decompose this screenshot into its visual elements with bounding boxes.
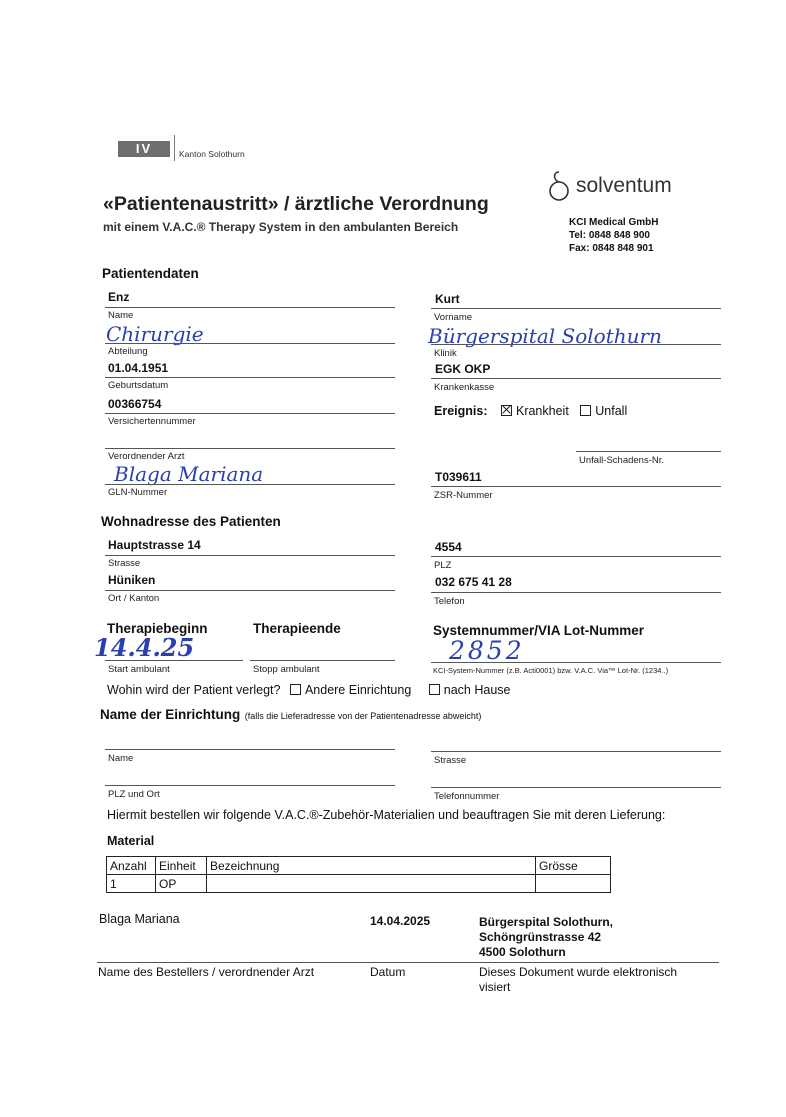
systemnummer-heading: Systemnummer/VIA Lot-Nummer	[433, 623, 645, 638]
ereignis-row	[434, 404, 627, 418]
facility-name-label: Name	[108, 753, 134, 764]
stopp-label: Stopp ambulant	[253, 664, 320, 675]
systemnummer-handwriting: 2852	[449, 636, 525, 665]
name-label: Name	[108, 310, 134, 321]
material-heading: Material	[107, 834, 155, 848]
hospital-line2: Schöngrünstrasse 42	[479, 930, 602, 944]
therapiebeginn-handwriting: 14.4.25	[94, 633, 195, 662]
solventum-logo-icon	[548, 168, 572, 204]
order-text: Hiermit bestellen wir folgende V.A.C.®-Zubehör-Materialien und beauftragen Sie mit deren Lieferung:	[107, 808, 666, 822]
therapieende-heading: Therapieende	[253, 621, 341, 636]
cell-einheit: OP	[156, 875, 207, 893]
facility-heading	[100, 706, 481, 724]
unfall-schadens-line	[576, 451, 721, 452]
vorname-value: Kurt	[435, 292, 460, 306]
ort-value: Hüniken	[108, 573, 156, 587]
gln-line	[105, 484, 395, 485]
hospital-line3: 4500 Solothurn	[479, 945, 566, 959]
strasse-label: Strasse	[108, 558, 141, 569]
start-line	[105, 660, 243, 661]
krankenkasse-line	[431, 378, 721, 379]
facility-name-line	[105, 749, 395, 750]
systemnummer-line	[431, 662, 721, 663]
vorname-line	[431, 308, 721, 309]
stopp-line	[250, 660, 395, 661]
andere-einrichtung-checkbox[interactable]	[290, 684, 301, 695]
canton-name: Kanton Solothurn	[179, 149, 245, 159]
brand-name: solventum	[576, 174, 672, 197]
zsr-label: ZSR-Nummer	[434, 490, 493, 501]
ort-label: Ort / Kanton	[108, 593, 160, 604]
vorname-label: Vorname	[434, 312, 473, 323]
zsr-line	[431, 486, 721, 487]
facility-strasse-label: Strasse	[434, 755, 467, 766]
telefon-line	[431, 592, 721, 593]
company-fax: Fax: 0848 848 901	[569, 243, 654, 254]
cell-groesse	[536, 875, 611, 893]
section-patientendaten: Patientendaten	[102, 266, 199, 281]
krankheit-checkbox[interactable]	[501, 405, 512, 416]
facility-strasse-line	[431, 751, 721, 752]
facility-note: (falls die Lieferadresse von der Patientenadresse abweicht)	[244, 711, 482, 721]
start-label: Start ambulant	[108, 664, 170, 675]
gln-handwriting: Blaga Mariana	[114, 462, 264, 486]
strasse-value: Hauptstrasse 14	[108, 538, 201, 552]
section-wohnadresse: Wohnadresse des Patienten	[101, 514, 281, 529]
document-subtitle: mit einem V.A.C.® Therapy System in den ambulanten Bereich	[103, 220, 459, 234]
plz-label: PLZ	[434, 560, 452, 571]
hospital-line1: Bürgerspital Solothurn,	[479, 915, 614, 929]
header-anzahl: Anzahl	[107, 857, 156, 875]
cell-anzahl: 1	[107, 875, 156, 893]
orderer-name: Blaga Mariana	[99, 912, 180, 926]
name-value: Enz	[108, 290, 130, 304]
krankenkasse-label: Krankenkasse	[434, 382, 495, 393]
cell-bezeichnung	[207, 875, 536, 893]
facility-telefon-line	[431, 787, 721, 788]
andere-einrichtung-label: Andere Einrichtung	[304, 683, 412, 697]
geburtsdatum-value: 01.04.1951	[108, 361, 169, 375]
nach-hause-label: nach Hause	[443, 683, 511, 697]
krankheit-label: Krankheit	[515, 404, 569, 418]
date-label: Datum	[370, 965, 406, 979]
abteilung-handwriting: Chirurgie	[106, 322, 204, 346]
geburtsdatum-line	[105, 377, 395, 378]
kci-label: KCI-System-Nummer (z.B. Acti0001) bzw. V.A.C. Via™ Lot-Nr. (1234..)	[433, 666, 669, 675]
facility-plz-label: PLZ und Ort	[108, 789, 160, 800]
company-name: KCI Medical GmbH	[569, 217, 659, 228]
company-tel: Tel: 0848 848 900	[569, 230, 650, 241]
plz-value: 4554	[435, 540, 462, 554]
verordnender-line	[105, 448, 395, 449]
header-groesse: Grösse	[536, 857, 611, 875]
abteilung-label: Abteilung	[108, 346, 148, 357]
verlegt-question: Wohin wird der Patient verlegt?	[107, 683, 281, 697]
versicherten-label: Versichertennummer	[108, 416, 196, 427]
header-bezeichnung: Bezeichnung	[207, 857, 536, 875]
versicherten-line	[105, 413, 395, 414]
telefon-value: 032 675 41 28	[435, 575, 512, 589]
iv-logo	[118, 141, 170, 157]
telefon-label: Telefon	[434, 596, 465, 607]
ereignis-label: Ereignis:	[434, 404, 488, 418]
therapiebeginn-heading: Therapiebeginn	[107, 621, 208, 636]
material-table	[106, 856, 611, 893]
geburtsdatum-label: Geburtsdatum	[108, 380, 169, 391]
klinik-line	[431, 344, 721, 345]
iv-logo-text: IV	[135, 141, 153, 156]
logo-divider	[174, 135, 175, 161]
header-einheit: Einheit	[156, 857, 207, 875]
ort-line	[105, 590, 395, 591]
verlegt-row	[107, 683, 510, 697]
electronic-line1: Dieses Dokument wurde elektronisch	[479, 965, 678, 979]
facility-section: Name der Einrichtung	[100, 707, 241, 722]
unfall-schadens-label: Unfall-Schadens-Nr.	[579, 455, 665, 466]
klinik-label: Klinik	[434, 348, 457, 359]
material-header-row	[107, 857, 611, 875]
unfall-checkbox[interactable]	[580, 405, 591, 416]
zsr-value: T039611	[435, 470, 482, 484]
document-title: «Patientenaustritt» / ärztliche Verordnung	[103, 193, 489, 215]
versicherten-value: 00366754	[108, 397, 162, 411]
footer-line	[97, 962, 719, 963]
nach-hause-checkbox[interactable]	[429, 684, 440, 695]
abteilung-line	[105, 343, 395, 344]
unfall-label: Unfall	[595, 404, 628, 418]
strasse-line	[105, 555, 395, 556]
table-row	[107, 875, 611, 893]
facility-telefon-label: Telefonnummer	[434, 791, 500, 802]
order-date: 14.04.2025	[370, 914, 431, 928]
electronic-line2: visiert	[479, 980, 511, 994]
name-line	[105, 307, 395, 308]
verordnender-label: Verordnender Arzt	[108, 451, 185, 462]
facility-plz-line	[105, 785, 395, 786]
krankenkasse-value: EGK OKP	[435, 362, 491, 376]
klinik-handwriting: Bürgerspital Solothurn	[428, 324, 662, 348]
plz-line	[431, 556, 721, 557]
orderer-label: Name des Bestellers / verordnender Arzt	[98, 965, 315, 979]
gln-label: GLN-Nummer	[108, 487, 168, 498]
